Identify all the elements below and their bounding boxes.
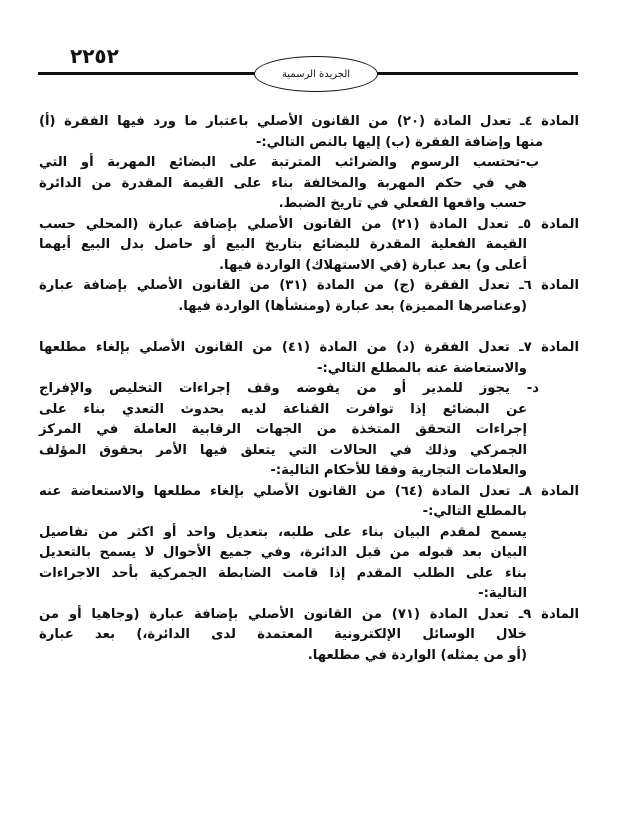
article-7-line-4: عن البضائع إذا توافرت القناعة لديه بحدوث التعدي بناء على xyxy=(39,401,527,417)
article-8-line-3: يسمح لمقدم البيان بناء على طلبه، بتعديل واحد أو اكثر من تفاصيل xyxy=(39,524,527,540)
article-8-line-5: بناء على الطلب المقدم إذا قامت الضابطة الجمركية بأحد الاجراءات xyxy=(39,565,527,581)
article-4-line-5: حسب واقعها الفعلي في تاريخ الضبط. xyxy=(278,196,527,211)
article-7-line-1: المادة ٧ـ تعدل الفقرة (د) من المادة (٤١) من القانون الأصلي بإلغاء مطلعها xyxy=(39,340,579,355)
article-9-line-3: (أو من يمثله) الواردة في مطلعها. xyxy=(307,647,527,663)
article-7-line-5: إجراءات التحقق المتخذة من الجهات الرقابية العاملة في المركز xyxy=(39,422,527,437)
article-5-line-3: أعلى و) بعد عبارة (في الاستهلاك) الواردة فيها. xyxy=(219,257,527,273)
article-7-line-2: والاستعاضة عنه بالمطلع التالي:- xyxy=(317,360,527,376)
document-body xyxy=(39,112,579,666)
article-5-line-2: القيمة الفعلية المقدرة للبضائع بتاريخ البيع أو حاصل بدل البيع أيهما xyxy=(39,237,527,252)
article-6-line-1: المادة ٦ـ تعدل الفقرة (ج) من المادة (٣١) من القانون الأصلي بإضافة عبارة xyxy=(39,278,579,293)
spacer xyxy=(39,317,579,338)
article-9-line-2: خلال الوسائل الإلكترونية المعتمدة لدى الدائرة،) بعد عبارة xyxy=(39,627,527,642)
article-8-line-2: بالمطلع التالي:- xyxy=(422,504,527,519)
article-7-line-7: والعلامات التجارية وفقا للأحكام التالية:- xyxy=(270,463,527,478)
article-4-line-2: منها وإضافة الفقرة (ب) إليها بالنص التالي:- xyxy=(255,134,543,150)
article-8-line-4: البيان بعد قبوله من قبل الدائرة، وفي جميع الأحوال لا يسمح بالتعديل xyxy=(39,545,527,560)
article-4 xyxy=(39,112,579,215)
article-4-line-4: هي في حكم المهربة والمخالفة بناء على القيمة المقدرة من الدائرة xyxy=(39,175,527,191)
article-7-line-3: د- يجوز للمدير أو من يفوضه وقف إجراءات التخليص والإفراج xyxy=(39,381,539,396)
article-4-line-3: ب-تحتسب الرسوم والضرائب المترتبة على البضائع المهربة أو التي xyxy=(39,155,539,170)
article-7-line-6: الجمركي وذلك في الحالات التي يتعلق فيها الأمر بحقوق المؤلف xyxy=(39,442,527,458)
article-5-line-1: المادة ٥ـ تعدل المادة (٢١) من القانون الأصلي بإضافة عبارة (المحلي حسب xyxy=(39,216,579,232)
article-6 xyxy=(39,276,579,317)
article-9-line-1: المادة ٩ـ تعدل المادة (٧١) من القانون الأصلي بإضافة عبارة (وجاهيا أو من xyxy=(39,606,579,622)
gazette-label xyxy=(254,56,378,92)
article-8-line-1: المادة ٨ـ تعدل المادة (٦٤) من القانون الأصلي بإلغاء مطلعها والاستعاضة عنه xyxy=(39,483,579,499)
gazette-label-text: الجريدة الرسمية xyxy=(281,68,351,80)
article-4-line-1: المادة ٤ـ تعدل المادة (٢٠) من القانون الأصلي باعتبار ما ورد فيها الفقرة (أ) xyxy=(39,114,579,129)
article-5 xyxy=(39,215,579,277)
article-8-line-6: التالية:- xyxy=(478,586,527,601)
article-6-line-2: (وعناصرها المميزة) بعد عبارة (ومنشأها) الواردة فيها. xyxy=(178,298,527,314)
article-7 xyxy=(39,338,579,482)
page-number: ٢٢٥٢ xyxy=(70,44,119,68)
article-9 xyxy=(39,605,579,667)
article-8 xyxy=(39,482,579,605)
